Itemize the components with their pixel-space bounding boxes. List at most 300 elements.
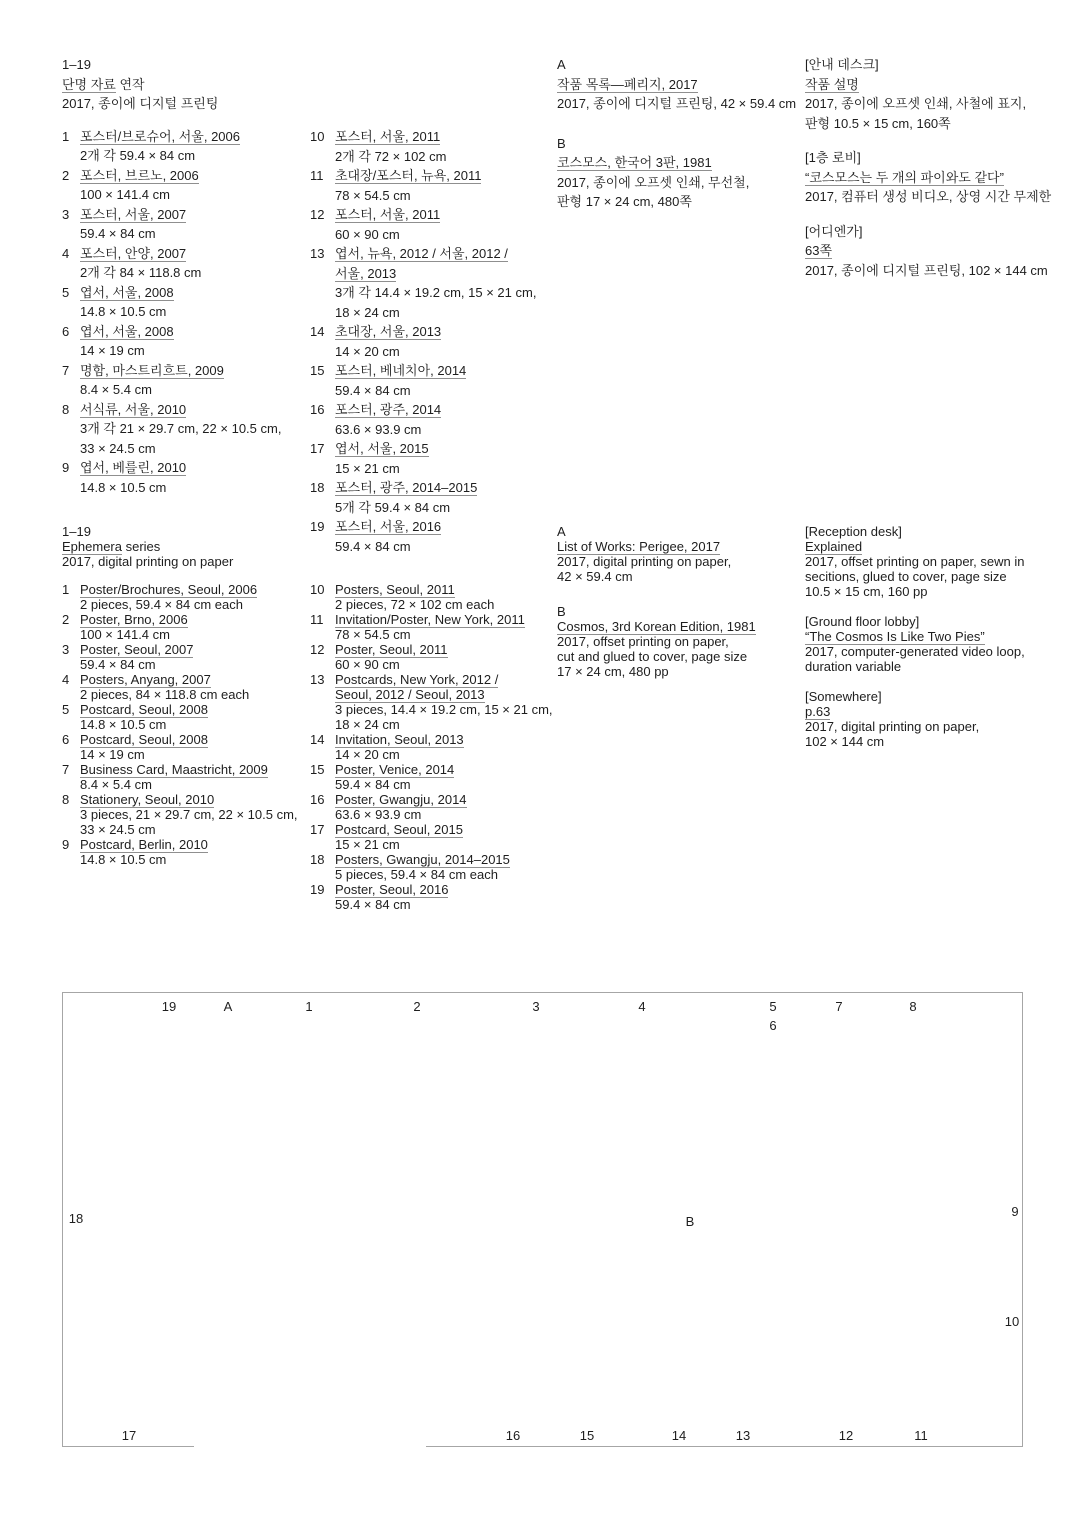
work-item bbox=[310, 400, 560, 439]
korean-column-2 bbox=[310, 55, 560, 556]
floor-plan bbox=[62, 992, 1023, 1447]
work-item-title bbox=[80, 672, 312, 687]
work-item-title bbox=[335, 882, 560, 897]
work-item-dimensions: 59.4 × 84 cm bbox=[80, 226, 156, 241]
plan-label-19: 19 bbox=[161, 999, 177, 1014]
work-item-title-text: 포스터, 브르노, 2006 bbox=[80, 167, 199, 183]
work-item-title-text: 포스터/브로슈어, 서울, 2006 bbox=[80, 128, 241, 144]
work-item-dimensions: 2 pieces, 59.4 × 84 cm each bbox=[80, 597, 243, 612]
work-item bbox=[62, 837, 312, 867]
work-block-detail: 2017, 종이에 디지털 프린팅, 102 × 144 cm bbox=[805, 262, 1048, 278]
work-item-dimensions: 5개 각 59.4 × 84 cm bbox=[335, 499, 451, 515]
work-item-title-text: Posters, Seoul, 2011 bbox=[335, 582, 455, 597]
work-item-dimensions: 5 pieces, 59.4 × 84 cm each bbox=[335, 867, 498, 882]
work-block-title-text: “The Cosmos Is Like Two Pies” bbox=[805, 629, 985, 644]
plan-label-8: 8 bbox=[909, 999, 917, 1014]
work-item-number: 5 bbox=[62, 284, 70, 300]
work-item-dimensions: 14 × 19 cm bbox=[80, 343, 145, 358]
work-item-body bbox=[335, 672, 560, 732]
work-item-title bbox=[335, 672, 560, 687]
work-item-number: 6 bbox=[62, 732, 70, 747]
work-item-dimensions: 60 × 90 cm bbox=[335, 226, 400, 242]
work-item-title bbox=[80, 732, 312, 747]
work-item bbox=[310, 361, 560, 400]
english-column-4 bbox=[805, 524, 1077, 764]
work-item-body bbox=[335, 400, 560, 439]
lettered-works-english bbox=[557, 524, 807, 679]
work-block-label: A bbox=[557, 524, 566, 539]
work-item-title-text: 포스터, 서울, 2016 bbox=[335, 519, 442, 534]
work-item-number: 16 bbox=[310, 792, 325, 807]
work-item bbox=[62, 582, 312, 612]
work-block-detail: secitions, glued to cover, page size bbox=[805, 569, 1007, 584]
work-item-title-text: 서식류, 서울, 2010 bbox=[80, 401, 187, 417]
work-item bbox=[310, 322, 560, 361]
plan-label-2: 2 bbox=[413, 999, 421, 1014]
work-block-title-text: 작품 목록—페리지, 2017 bbox=[557, 76, 698, 92]
work-item bbox=[310, 672, 560, 732]
work-item bbox=[62, 166, 312, 205]
work-item bbox=[310, 582, 560, 612]
work-block-detail: cut and glued to cover, page size bbox=[557, 649, 748, 664]
lettered-work-block bbox=[557, 524, 807, 584]
korean-column-4 bbox=[805, 55, 1077, 295]
plan-label-A: A bbox=[223, 999, 233, 1014]
work-item-title bbox=[80, 458, 312, 478]
work-item-body bbox=[80, 127, 312, 166]
work-item-number: 15 bbox=[310, 762, 325, 777]
work-item-number: 13 bbox=[310, 672, 325, 687]
floor-plan-bottom-wall-left bbox=[62, 1446, 194, 1447]
work-item-title bbox=[335, 612, 560, 627]
work-block-detail: 42 × 59.4 cm bbox=[557, 569, 633, 584]
work-block-detail: 판형 10.5 × 15 cm, 160쪽 bbox=[805, 115, 951, 131]
work-item-title bbox=[335, 852, 560, 867]
work-item-dimensions: 18 × 24 cm bbox=[335, 717, 400, 732]
korean-column-3 bbox=[557, 55, 807, 232]
series-header-korean bbox=[62, 55, 312, 114]
work-item-number: 7 bbox=[62, 762, 70, 777]
work-block-title bbox=[805, 629, 1077, 644]
work-item bbox=[310, 642, 560, 672]
plan-label-1: 1 bbox=[305, 999, 313, 1014]
plan-label-7: 7 bbox=[835, 999, 843, 1014]
work-block-title-text: p.63 bbox=[805, 704, 831, 719]
work-item-body bbox=[335, 822, 560, 852]
work-item-title-text: 초대장, 서울, 2013 bbox=[335, 324, 442, 339]
korean-column-1 bbox=[62, 55, 312, 497]
series-range: 1–19 bbox=[62, 57, 91, 72]
work-item-body bbox=[335, 732, 560, 762]
plan-label-18: 18 bbox=[68, 1211, 84, 1226]
work-item-body bbox=[335, 882, 560, 912]
work-list-english-1-9 bbox=[62, 582, 312, 867]
work-item-title-text: Postcard, Seoul, 2008 bbox=[80, 732, 208, 747]
work-item-title bbox=[335, 361, 560, 381]
work-item-number: 18 bbox=[310, 852, 325, 867]
work-block-title-text: List of Works: Perigee, 2017 bbox=[557, 539, 721, 554]
work-item-title-text: Postcard, Seoul, 2015 bbox=[335, 822, 463, 837]
work-item-title bbox=[335, 439, 560, 459]
work-item-dimensions: 14.8 × 10.5 cm bbox=[80, 852, 167, 867]
work-item-title bbox=[80, 166, 312, 186]
work-item-title-text: Posters, Anyang, 2007 bbox=[80, 672, 211, 687]
work-item bbox=[310, 732, 560, 762]
work-item bbox=[62, 127, 312, 166]
work-item-dimensions: 59.4 × 84 cm bbox=[80, 657, 156, 672]
work-item-number: 16 bbox=[310, 402, 325, 417]
work-item-title bbox=[335, 792, 560, 807]
work-item bbox=[310, 792, 560, 822]
work-item-title-text: 포스터, 베네치아, 2014 bbox=[335, 363, 467, 378]
plan-label-B: B bbox=[685, 1214, 695, 1229]
work-list-english-10-19 bbox=[310, 524, 560, 912]
work-item-title-text: Poster, Seoul, 2016 bbox=[335, 882, 449, 897]
work-block-detail: duration variable bbox=[805, 659, 902, 674]
work-item-body bbox=[335, 205, 560, 244]
work-item-dimensions: 15 × 21 cm bbox=[335, 837, 400, 852]
work-item-body bbox=[335, 582, 560, 612]
work-item-dimensions: 60 × 90 cm bbox=[335, 657, 400, 672]
plan-label-10: 10 bbox=[1004, 1314, 1020, 1329]
work-item-body bbox=[80, 762, 312, 792]
work-item bbox=[310, 439, 560, 478]
work-item-title-text: 포스터, 서울, 2011 bbox=[335, 129, 441, 144]
work-item-dimensions: 33 × 24.5 cm bbox=[80, 440, 156, 456]
work-item-number: 18 bbox=[310, 480, 325, 495]
plan-label-15: 15 bbox=[579, 1428, 595, 1443]
work-item-dimensions: 78 × 54.5 cm bbox=[335, 187, 411, 203]
work-item-title-text: Postcards, New York, 2012 / bbox=[335, 672, 499, 687]
lettered-work-block bbox=[557, 134, 807, 212]
work-item-title-text: Poster, Brno, 2006 bbox=[80, 612, 188, 627]
work-block-detail: 2017, computer-generated video loop, bbox=[805, 644, 1025, 659]
work-item-body bbox=[80, 672, 312, 702]
work-block-detail: 2017, 종이에 디지털 프린팅, 42 × 59.4 cm bbox=[557, 96, 797, 111]
plan-label-6: 6 bbox=[769, 1018, 777, 1033]
work-item-title-text: 엽서, 서울, 2008 bbox=[80, 323, 174, 339]
work-item-number: 5 bbox=[62, 702, 70, 717]
work-item-dimensions: 59.4 × 84 cm bbox=[335, 777, 411, 792]
work-block-title bbox=[557, 75, 807, 95]
series-range: 1–19 bbox=[62, 524, 91, 539]
work-item-title bbox=[335, 687, 560, 702]
work-block-title bbox=[557, 619, 807, 634]
work-block-title-text: Cosmos, 3rd Korean Edition, 1981 bbox=[557, 619, 756, 634]
work-item-title-text: Invitation/Poster, New York, 2011 bbox=[335, 612, 525, 627]
work-item-number: 12 bbox=[310, 642, 325, 657]
work-item-number: 9 bbox=[62, 837, 70, 852]
work-item-dimensions: 59.4 × 84 cm bbox=[335, 382, 411, 398]
work-item-dimensions: 78 × 54.5 cm bbox=[335, 627, 411, 642]
work-item-title-text: Stationery, Seoul, 2010 bbox=[80, 792, 215, 807]
work-item bbox=[62, 792, 312, 837]
work-item-title bbox=[80, 322, 312, 342]
work-item-title-text: Posters, Gwangju, 2014–2015 bbox=[335, 852, 510, 867]
work-item bbox=[310, 244, 560, 322]
location-works-korean bbox=[805, 55, 1077, 280]
work-item bbox=[310, 612, 560, 642]
work-item-title bbox=[335, 822, 560, 837]
work-item-body bbox=[80, 244, 312, 283]
work-item-body bbox=[335, 852, 560, 882]
work-item-title-text: Invitation, Seoul, 2013 bbox=[335, 732, 464, 747]
work-item-dimensions: 14 × 19 cm bbox=[80, 747, 145, 762]
work-item-title-text: 포스터, 서울, 2007 bbox=[80, 206, 187, 222]
work-item bbox=[62, 702, 312, 732]
work-item-number: 13 bbox=[310, 246, 325, 261]
work-item-body bbox=[80, 322, 312, 361]
series-title-suffix: series bbox=[121, 539, 161, 554]
plan-label-5: 5 bbox=[769, 999, 777, 1014]
work-item-number: 4 bbox=[62, 672, 70, 687]
work-item-body bbox=[80, 205, 312, 244]
work-item-number: 19 bbox=[310, 519, 325, 534]
plan-label-4: 4 bbox=[638, 999, 646, 1014]
work-item bbox=[310, 762, 560, 792]
work-item bbox=[62, 458, 312, 497]
work-block-detail: 2017, 종이에 오프셋 인쇄, 사철에 표지, bbox=[805, 96, 1027, 111]
work-item-dimensions: 59.4 × 84 cm bbox=[335, 897, 411, 912]
location-work-block bbox=[805, 55, 1077, 133]
work-item-title bbox=[335, 244, 560, 264]
work-item-body bbox=[335, 127, 560, 166]
work-item-body bbox=[335, 792, 560, 822]
work-item-title-text: 포스터, 광주, 2014 bbox=[335, 402, 442, 417]
work-block-detail: 2017, offset printing on paper, sewn in bbox=[805, 554, 1025, 569]
plan-label-3: 3 bbox=[532, 999, 540, 1014]
work-item-dimensions: 63.6 × 93.9 cm bbox=[335, 807, 422, 822]
series-title-line bbox=[62, 75, 312, 95]
work-item-dimensions: 18 × 24 cm bbox=[335, 304, 400, 320]
work-item-dimensions: 63.6 × 93.9 cm bbox=[335, 421, 422, 437]
work-block-detail: 판형 17 × 24 cm, 480쪽 bbox=[557, 194, 692, 209]
work-item-body bbox=[335, 478, 560, 517]
work-item-body bbox=[80, 732, 312, 762]
english-column-2 bbox=[310, 524, 560, 912]
work-item-number: 14 bbox=[310, 732, 325, 747]
work-item-number: 12 bbox=[310, 207, 325, 222]
work-item-body bbox=[80, 582, 312, 612]
work-item-body bbox=[80, 166, 312, 205]
work-item-number: 8 bbox=[62, 401, 70, 417]
work-item-dimensions: 59.4 × 84 cm bbox=[335, 538, 411, 554]
location-works-english bbox=[805, 524, 1077, 749]
work-item-number: 19 bbox=[310, 882, 325, 897]
work-item-number: 6 bbox=[62, 323, 70, 339]
work-item bbox=[62, 244, 312, 283]
work-item bbox=[62, 762, 312, 792]
english-column-1 bbox=[62, 524, 312, 867]
work-item-title-text: Poster, Gwangju, 2014 bbox=[335, 792, 467, 807]
floor-plan-bottom-wall-right bbox=[426, 1446, 1023, 1447]
work-item bbox=[310, 127, 560, 166]
work-block-location: [Somewhere] bbox=[805, 689, 882, 704]
work-item-dimensions: 15 × 21 cm bbox=[335, 460, 400, 476]
work-list-korean-10-19 bbox=[310, 55, 560, 556]
work-item-title-text: 엽서, 뉴욕, 2012 / 서울, 2012 / bbox=[335, 246, 508, 261]
work-item-body bbox=[335, 322, 560, 361]
work-item-title bbox=[80, 837, 312, 852]
work-item-dimensions: 14.8 × 10.5 cm bbox=[80, 304, 167, 319]
work-item-title bbox=[335, 732, 560, 747]
work-item-title bbox=[80, 642, 312, 657]
work-item-number: 9 bbox=[62, 460, 70, 475]
series-title: 단명 자료 bbox=[62, 76, 116, 92]
work-item bbox=[62, 205, 312, 244]
work-item-title bbox=[335, 478, 560, 498]
work-item bbox=[62, 361, 312, 400]
location-work-block bbox=[805, 614, 1077, 674]
work-item-body bbox=[80, 642, 312, 672]
work-item-dimensions: 2개 각 72 × 102 cm bbox=[335, 148, 447, 164]
plan-label-17: 17 bbox=[121, 1428, 137, 1443]
work-item-body bbox=[335, 361, 560, 400]
work-item-number: 3 bbox=[62, 206, 70, 222]
work-block-location: [1층 로비] bbox=[805, 150, 861, 165]
series-title-suffix: 연작 bbox=[115, 76, 145, 92]
work-item-dimensions: 100 × 141.4 cm bbox=[80, 627, 170, 642]
work-item-dimensions: 3개 각 21 × 29.7 cm, 22 × 10.5 cm, bbox=[80, 421, 282, 436]
plan-label-12: 12 bbox=[838, 1428, 854, 1443]
series-medium: 2017, 종이에 디지털 프린팅 bbox=[62, 96, 219, 111]
work-item-dimensions: 14 × 20 cm bbox=[335, 747, 400, 762]
work-block-label: B bbox=[557, 604, 566, 619]
work-item bbox=[62, 400, 312, 459]
work-item bbox=[62, 732, 312, 762]
work-item-title-text: 엽서, 베를린, 2010 bbox=[80, 460, 187, 475]
work-item-title-text: 엽서, 서울, 2015 bbox=[335, 441, 429, 456]
work-block-title-text: 코스모스, 한국어 3판, 1981 bbox=[557, 155, 712, 170]
work-item-dimensions: 33 × 24.5 cm bbox=[80, 822, 156, 837]
work-item-number: 2 bbox=[62, 612, 70, 627]
series-medium: 2017, digital printing on paper bbox=[62, 554, 234, 569]
work-item-body bbox=[80, 837, 312, 867]
work-item bbox=[62, 672, 312, 702]
work-item-title bbox=[80, 361, 312, 381]
work-block-title bbox=[557, 153, 807, 173]
work-item-title-text: 서울, 2013 bbox=[335, 265, 397, 281]
plan-label-9: 9 bbox=[1011, 1204, 1019, 1219]
location-work-block bbox=[805, 222, 1077, 281]
work-item-title-text: 명함, 마스트리흐트, 2009 bbox=[80, 362, 224, 378]
work-block-title bbox=[805, 241, 1077, 261]
work-item-number: 8 bbox=[62, 792, 70, 807]
work-item bbox=[62, 612, 312, 642]
work-block-detail: 2017, digital printing on paper, bbox=[557, 554, 732, 569]
work-block-title bbox=[805, 704, 1077, 719]
work-item-title bbox=[335, 166, 560, 186]
work-block-title bbox=[805, 75, 1077, 95]
work-item-title-text: Postcard, Berlin, 2010 bbox=[80, 837, 208, 852]
lettered-work-block bbox=[557, 604, 807, 679]
work-item-title-text: Poster/Brochures, Seoul, 2006 bbox=[80, 582, 258, 597]
work-block-label: A bbox=[557, 57, 566, 72]
work-item-body bbox=[80, 612, 312, 642]
work-item-title-text: 엽서, 서울, 2008 bbox=[80, 284, 174, 300]
work-item-title-text: Seoul, 2012 / Seoul, 2013 bbox=[335, 687, 485, 702]
work-block-location: [어디엔가] bbox=[805, 223, 863, 239]
work-item-dimensions: 8.4 × 5.4 cm bbox=[80, 382, 152, 397]
work-item-title bbox=[80, 582, 312, 597]
plan-label-13: 13 bbox=[735, 1428, 751, 1443]
work-item bbox=[310, 166, 560, 205]
work-item-dimensions: 2 pieces, 84 × 118.8 cm each bbox=[80, 687, 250, 702]
work-list-korean-1-9 bbox=[62, 127, 312, 498]
work-item-dimensions: 3 pieces, 21 × 29.7 cm, 22 × 10.5 cm, bbox=[80, 807, 298, 822]
work-block-title-text: 63쪽 bbox=[805, 243, 833, 258]
work-item-dimensions: 100 × 141.4 cm bbox=[80, 187, 170, 202]
work-block-detail: 2017, 컴퓨터 생성 비디오, 상영 시간 무제한 bbox=[805, 189, 1052, 204]
work-item bbox=[310, 882, 560, 912]
work-item-title bbox=[80, 283, 312, 303]
work-item-number: 1 bbox=[62, 582, 70, 597]
lettered-work-block bbox=[557, 55, 807, 114]
work-item-body bbox=[80, 458, 312, 497]
work-block-detail: 2017, 종이에 오프셋 인쇄, 무선철, bbox=[557, 174, 750, 190]
work-item-title bbox=[335, 642, 560, 657]
series-title-line bbox=[62, 539, 312, 554]
work-item-title-text: Poster, Seoul, 2011 bbox=[335, 642, 448, 657]
work-item-number: 1 bbox=[62, 128, 70, 144]
work-item-number: 4 bbox=[62, 245, 70, 261]
work-item-title bbox=[335, 322, 560, 342]
work-item-title bbox=[80, 400, 312, 420]
work-item-dimensions: 8.4 × 5.4 cm bbox=[80, 777, 152, 792]
work-item-number: 7 bbox=[62, 362, 70, 378]
plan-label-14: 14 bbox=[671, 1428, 687, 1443]
work-item-dimensions: 2개 각 84 × 118.8 cm bbox=[80, 265, 202, 280]
work-item-dimensions: 3 pieces, 14.4 × 19.2 cm, 15 × 21 cm, bbox=[335, 702, 553, 717]
work-item-title bbox=[80, 244, 312, 264]
work-item-title bbox=[80, 205, 312, 225]
work-item-body bbox=[80, 400, 312, 459]
work-item-title-text: 포스터, 광주, 2014–2015 bbox=[335, 480, 478, 495]
work-item-body bbox=[80, 702, 312, 732]
work-item-number: 10 bbox=[310, 582, 325, 597]
work-item-title bbox=[335, 762, 560, 777]
work-block-title-text: “코스모스는 두 개의 파이와도 같다” bbox=[805, 169, 1004, 185]
work-item-body bbox=[80, 792, 312, 837]
work-item-dimensions: 14 × 20 cm bbox=[335, 343, 400, 359]
location-work-block bbox=[805, 148, 1077, 207]
work-item-title bbox=[335, 127, 560, 147]
work-item-title bbox=[335, 205, 560, 225]
location-work-block bbox=[805, 524, 1077, 599]
location-work-block bbox=[805, 689, 1077, 749]
work-item-title-text: 포스터, 서울, 2011 bbox=[335, 207, 441, 222]
work-item-title-text: Poster, Venice, 2014 bbox=[335, 762, 455, 777]
work-item-title bbox=[335, 400, 560, 420]
work-item-title bbox=[80, 762, 312, 777]
work-item-body bbox=[335, 166, 560, 205]
work-item bbox=[62, 283, 312, 322]
work-block-title bbox=[557, 539, 807, 554]
work-block-label: B bbox=[557, 135, 566, 151]
work-block-detail: 2017, offset printing on paper, bbox=[557, 634, 729, 649]
work-item-title bbox=[335, 264, 560, 284]
work-item-title-text: 초대장/포스터, 뉴욕, 2011 bbox=[335, 168, 482, 183]
plan-label-16: 16 bbox=[505, 1428, 521, 1443]
work-item-body bbox=[80, 361, 312, 400]
work-block-detail: 102 × 144 cm bbox=[805, 734, 885, 749]
work-item bbox=[310, 205, 560, 244]
work-item-body bbox=[335, 612, 560, 642]
work-item-title-text: Postcard, Seoul, 2008 bbox=[80, 702, 208, 717]
work-item bbox=[310, 852, 560, 882]
work-item-body bbox=[335, 439, 560, 478]
work-item-body bbox=[335, 244, 560, 322]
